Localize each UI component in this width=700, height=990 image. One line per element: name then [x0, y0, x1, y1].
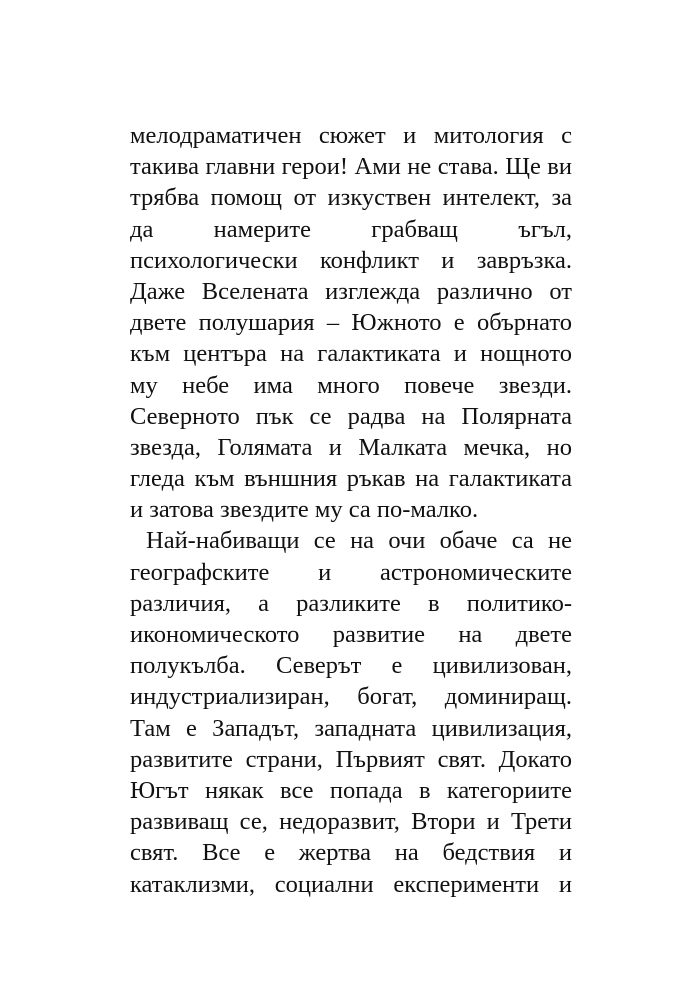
- text-line: развитите страни, Първият свят. Докато: [130, 745, 572, 773]
- text-line: катаклизми, социални експерименти и: [130, 870, 572, 898]
- text-line: индустриализиран, богат, доминиращ.: [130, 683, 572, 711]
- text-line: му небе има много повече звезди.: [130, 371, 572, 399]
- text-line: да намерите грабващ ъгъл,: [130, 215, 572, 243]
- text-line: и затова звездите му са по-малко.: [130, 496, 479, 524]
- text-line: Даже Вселената изглежда различно от: [130, 277, 572, 305]
- body-text: [130, 120, 572, 900]
- text-line: свят. Все е жертва на бедствия и: [130, 839, 572, 867]
- text-line: към центъра на галактиката и нощното: [130, 340, 572, 368]
- text-line: различия, а разликите в политико-: [130, 589, 572, 617]
- text-line: Северното пък се радва на Полярната: [130, 402, 572, 430]
- text-line: Най-набиващи се на очи обаче са не: [146, 527, 572, 555]
- text-line: мелодраматичен сюжет и митология с: [130, 122, 572, 149]
- text-line: психологически конфликт и завръзка.: [130, 246, 572, 274]
- text-line: географските и астрономическите: [130, 558, 572, 586]
- text-line: гледа към външния ръкав на галактиката: [130, 465, 572, 493]
- text-line: такива главни герои! Ами не става. Ще ви: [130, 153, 572, 181]
- text-line: трябва помощ от изкуствен интелект, за: [130, 184, 572, 212]
- text-line: полукълба. Северът е цивилизован,: [130, 652, 572, 680]
- text-line: Югът някак все попада в категориите: [130, 776, 572, 804]
- text-line: Там е Западът, западната цивилизация,: [130, 714, 572, 742]
- text-line: двете полушария – Южното е обърнато: [130, 309, 572, 337]
- text-line: икономическото развитие на двете: [130, 621, 572, 648]
- text-line: звезда, Голямата и Малката мечка, но: [130, 433, 572, 461]
- text-line: развиващ се, недоразвит, Втори и Трети: [130, 808, 572, 836]
